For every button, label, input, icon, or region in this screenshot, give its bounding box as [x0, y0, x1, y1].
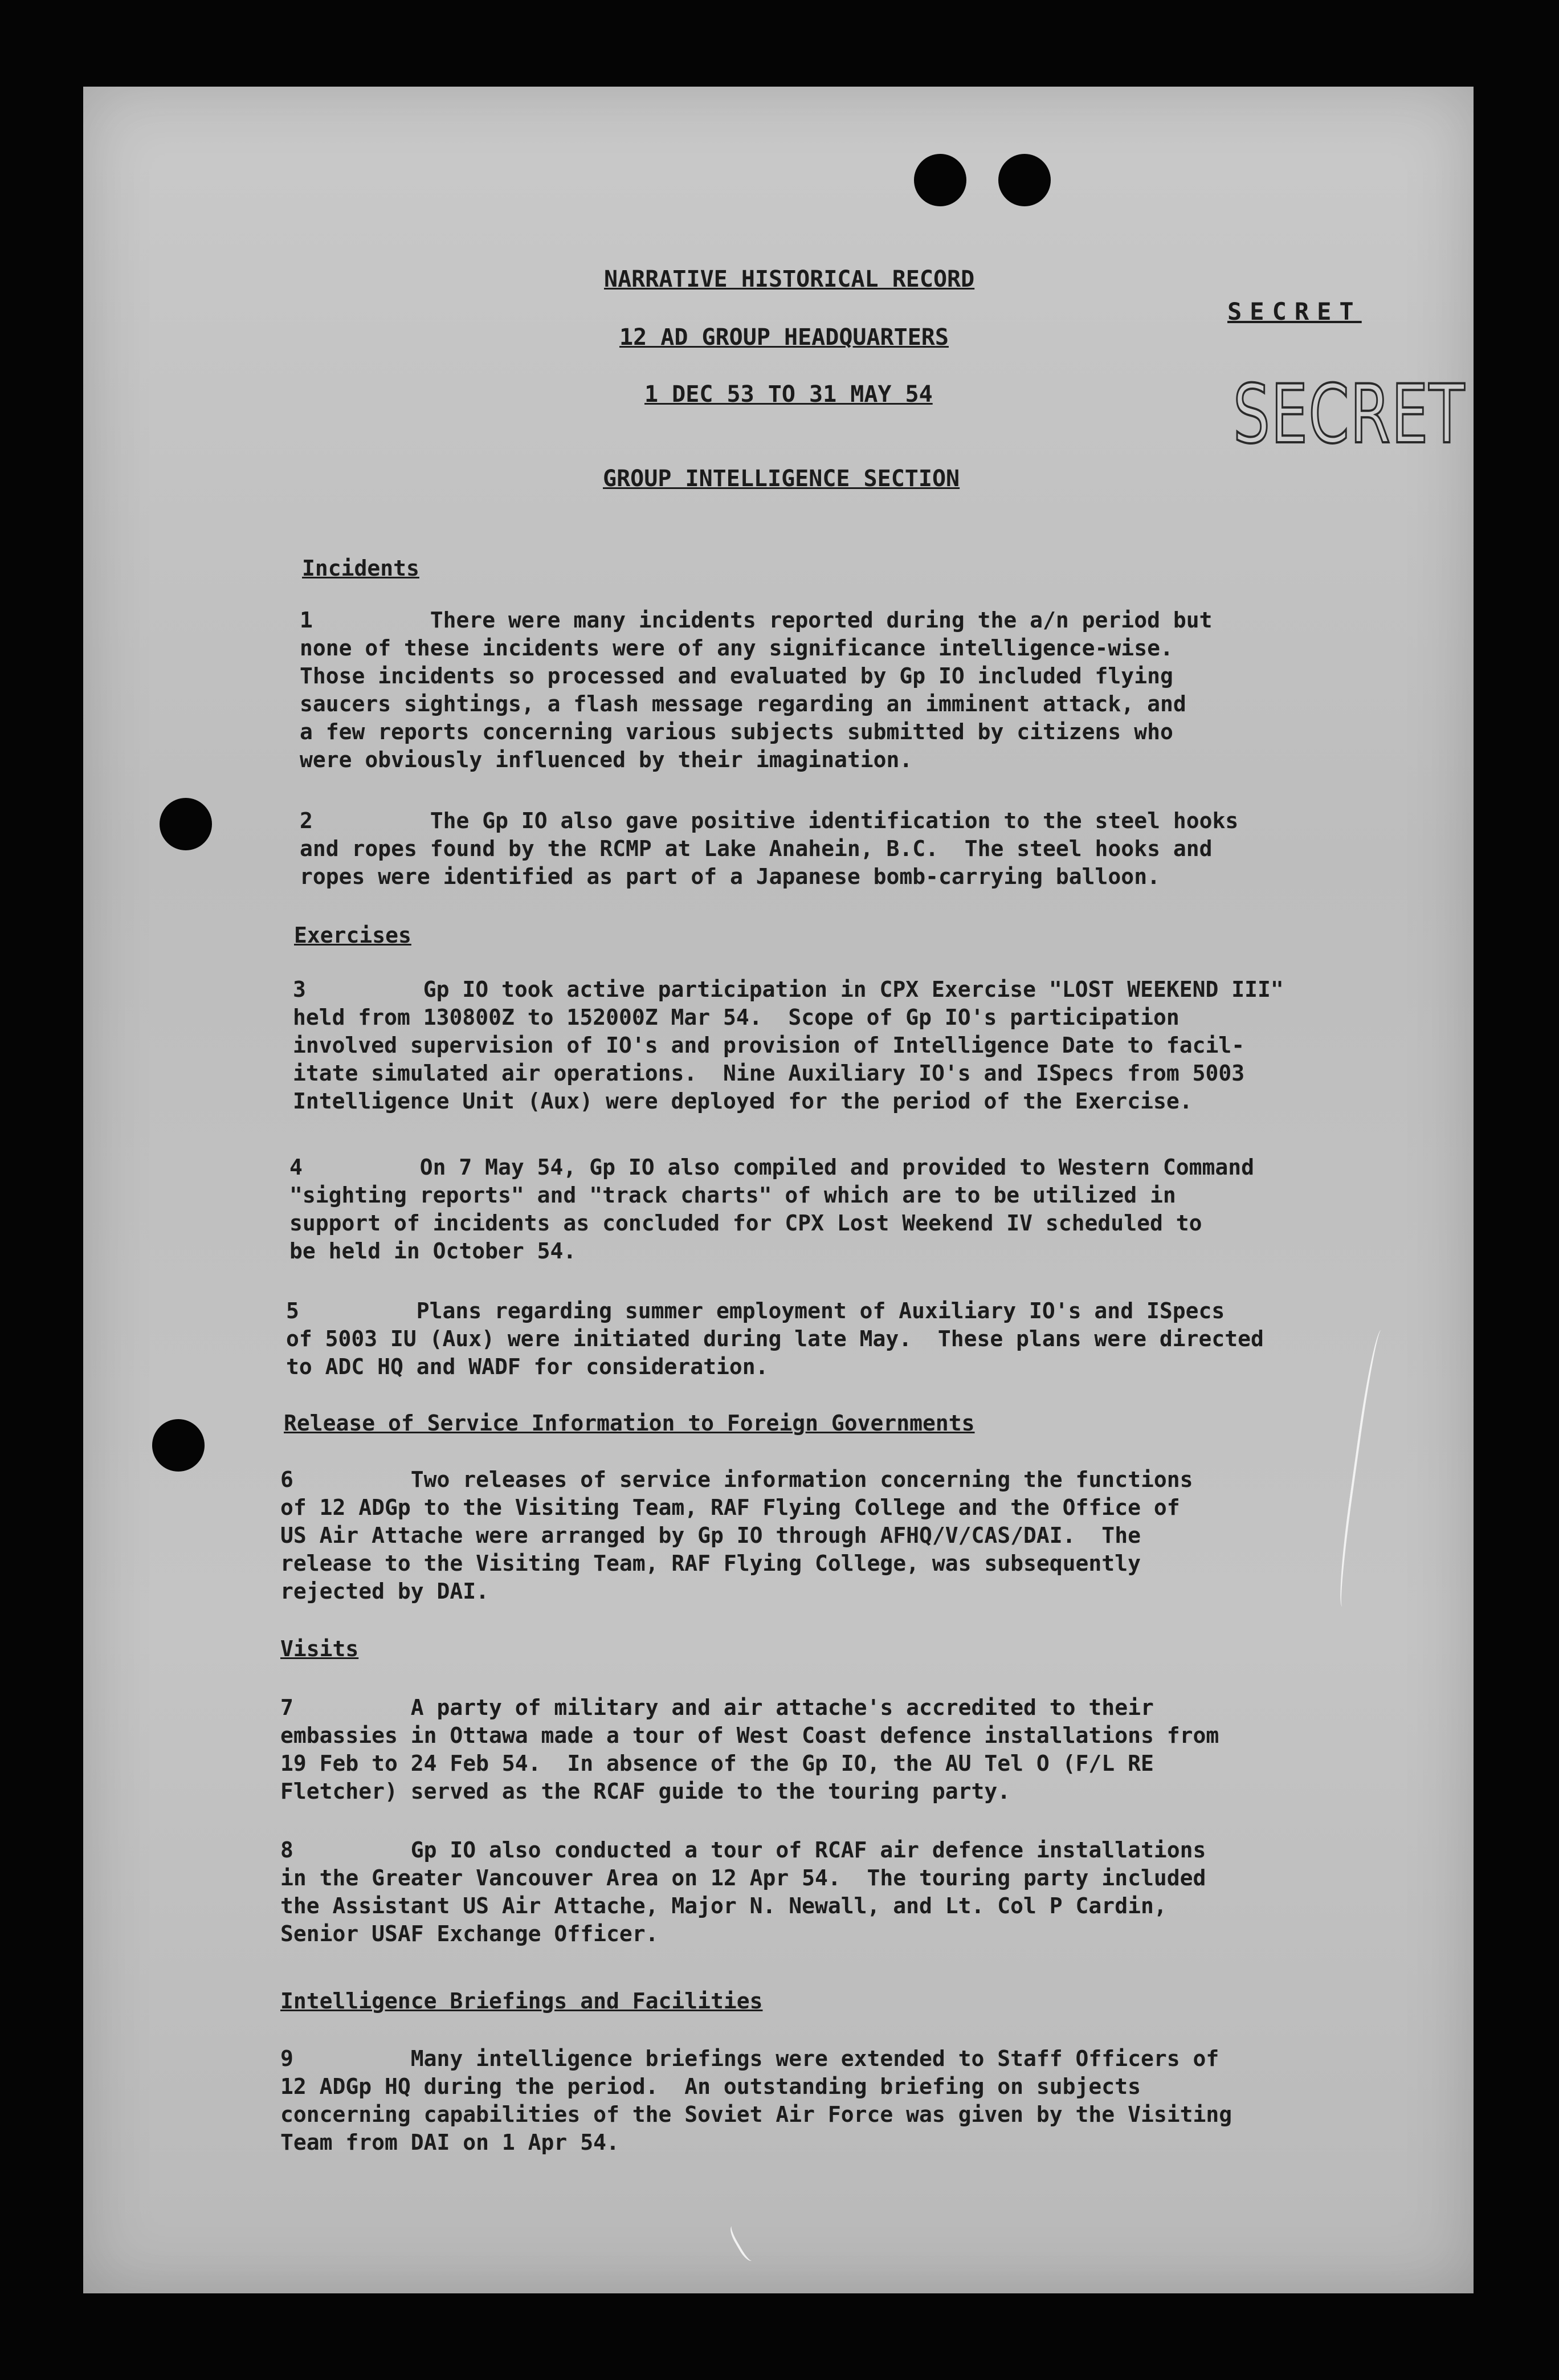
classification-typed: SECRET [1227, 298, 1362, 325]
paragraph-7: 7 A party of military and air attache's accredited to their embassies in Ottawa made a tour of West Coast defence installations from 19 Feb to 24 Feb 54. In absence of the Gp IO, the AU Tel O (F/L RE Fletcher) served as the RCAF guide to the touring party. [280, 1695, 1219, 1804]
paragraph-3: 3 Gp IO took active participation in CPX Exercise "LOST WEEKEND III" held from 130800Z to 152000Z Mar 54. Scope of Gp IO's participation involved supervision of IO's and provision of Intelligence Date to facil- itate simulated air operations. Nine Auxiliary IO's and ISpecs from 5003 Intelligence Unit (Aux) were deployed for the period of the Exercise. [293, 977, 1284, 1114]
paragraph-9: 9 Many intelligence briefings were extended to Staff Officers of 12 ADGp HQ during the period. An outstanding briefing on subjects concerning capabilities of the Soviet Air Force was given by the Visiting Team from DAI on 1 Apr 54. [280, 2046, 1232, 2155]
film-scratch-right [1334, 1329, 1393, 1608]
paragraph-4: 4 On 7 May 54, Gp IO also compiled and provided to Western Command "sighting reports" and "track charts" of which are to be utilized in support of incidents as concluded for CPX Lost Weekend IV scheduled to be held in October 54. [289, 1155, 1254, 1264]
section-title: GROUP INTELLIGENCE SECTION [603, 466, 960, 492]
paragraph-5: 5 Plans regarding summer employment of Auxiliary IO's and ISpecs of 5003 IU (Aux) were initiated during late May. These plans were directed to ADC HQ and WADF for consideration. [286, 1298, 1264, 1379]
date-range: 1 DEC 53 TO 31 MAY 54 [644, 381, 933, 407]
punch-hole-top-left [914, 154, 966, 206]
punch-hole-left-lower [152, 1419, 205, 1472]
headquarters-title: 12 AD GROUP HEADQUARTERS [619, 324, 949, 351]
paragraph-8: 8 Gp IO also conducted a tour of RCAF air defence installations in the Greater Vancouver Area on 12 Apr 54. The touring party included the Assistant US Air Attache, Major N. Newall, and Lt. Col P Cardin, Senior USAF Exchange Officer. [280, 1837, 1206, 1946]
document-page [83, 87, 1474, 2293]
record-title: NARRATIVE HISTORICAL RECORD [604, 266, 975, 292]
heading-incidents: Incidents [302, 556, 419, 581]
classification-stamp: SECRET [1233, 368, 1466, 462]
paragraph-1: 1 There were many incidents reported during the a/n period but none of these incidents were of any significance intelligence-wise. Those incidents so processed and evaluated by Gp IO included flying saucers sightings, a flash message regarding an imminent attack, and a few reports concerning various subjects submitted by citizens who were obviously influenced by their imagination. [300, 608, 1213, 772]
punch-hole-top-right [998, 154, 1051, 206]
heading-intelligence-briefings: Intelligence Briefings and Facilities [280, 1988, 763, 2014]
punch-hole-left-upper [160, 798, 212, 850]
heading-exercises: Exercises [294, 923, 411, 948]
heading-release-of-information: Release of Service Information to Foreign Governments [284, 1411, 975, 1436]
film-scratch-bottom [727, 2222, 759, 2264]
paragraph-6: 6 Two releases of service information concerning the functions of 12 ADGp to the Visiting Team, RAF Flying College and the Office of US Air Attache were arranged by Gp IO through AFHQ/V/CAS/DAI. The release to the Visiting Team, RAF Flying College, was subsequently rejected by DAI. [280, 1467, 1193, 1604]
heading-visits: Visits [280, 1636, 359, 1661]
paragraph-2: 2 The Gp IO also gave positive identification to the steel hooks and ropes found by the RCMP at Lake Anahein, B.C. The steel hooks and ropes were identified as part of a Japanese bomb-carrying balloon. [300, 808, 1239, 889]
